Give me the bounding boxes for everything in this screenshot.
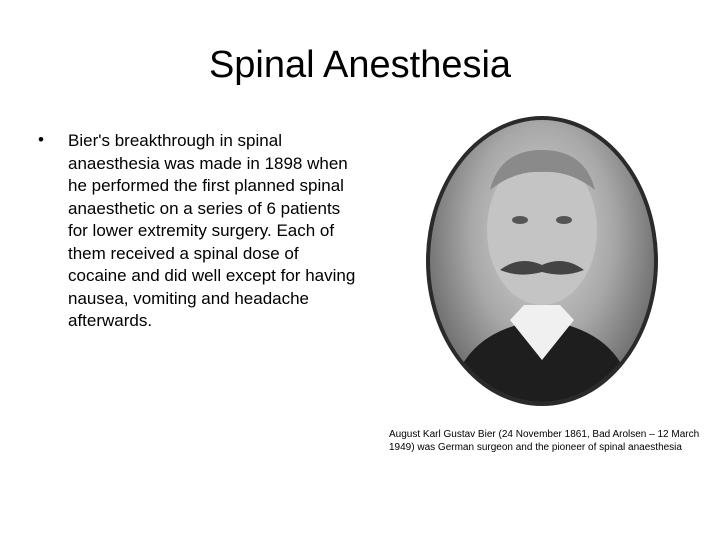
portrait-caption: August Karl Gustav Bier (24 November 1861, Bad Arolsen – 12 March 1949) was German surgeon and the pioneer of spinal anaesthesia <box>389 429 700 453</box>
portrait-figure-icon <box>430 120 654 402</box>
bullet-text: Bier's breakthrough in spinal anaesthesia was made in 1898 when he performed the first planned spinal anaesthetic on a series of 6 patients for lower extremity surgery. Each of them received a spinal dose of cocaine and did well except for having nausea, vomiting and headache afterwards. <box>68 131 356 330</box>
bullet-icon: • <box>38 130 44 149</box>
portrait-photo <box>426 116 658 406</box>
slide-title: Spinal Anesthesia <box>208 44 512 86</box>
